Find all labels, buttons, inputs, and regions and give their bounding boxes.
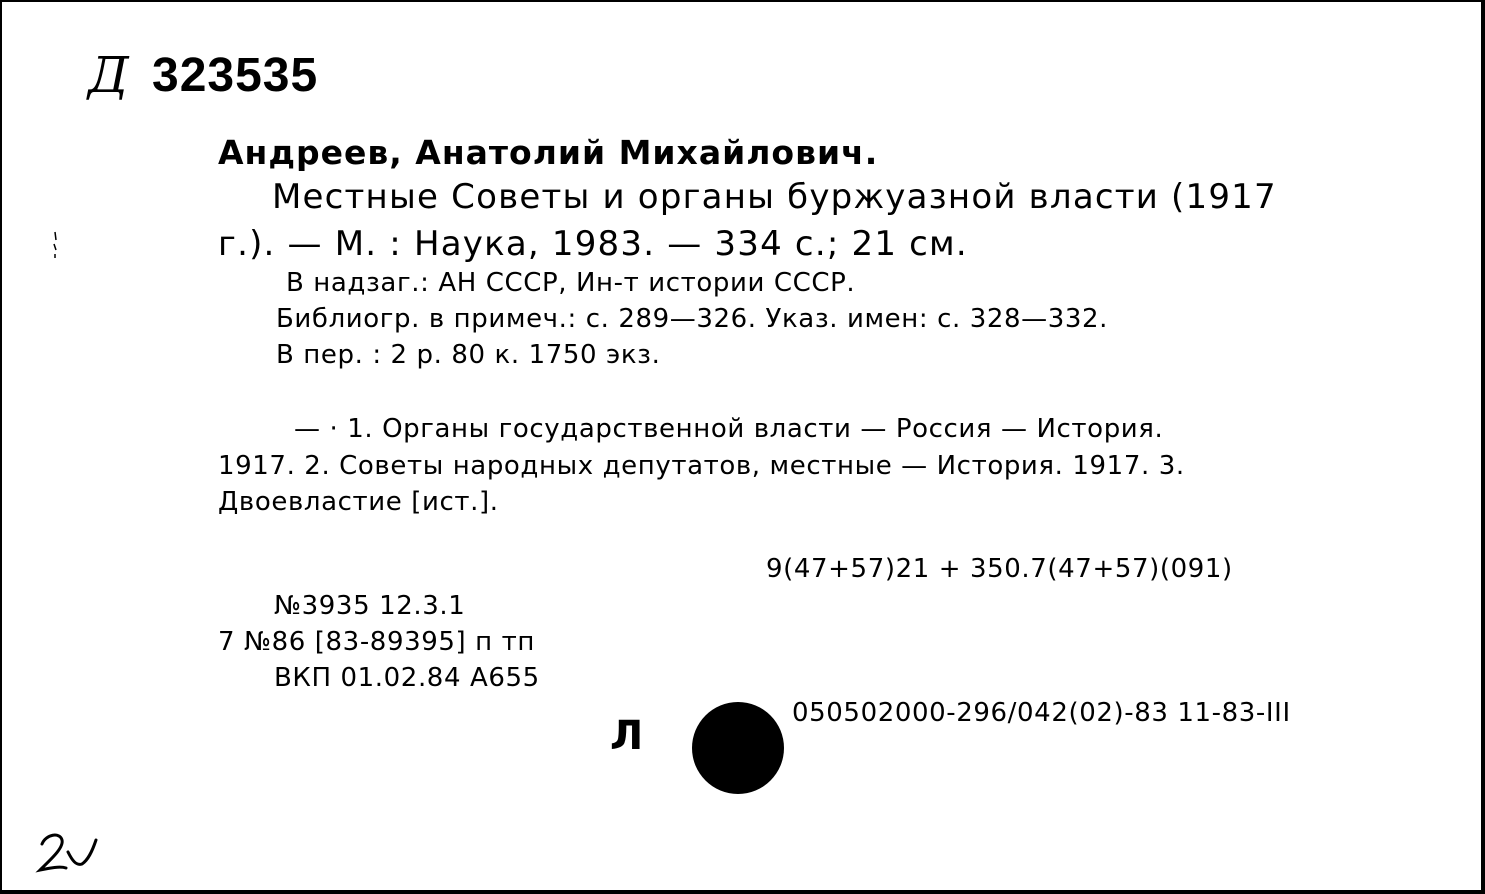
catalog-number-2: 7 №86 [83-89395] п тп: [218, 627, 535, 657]
author-heading: Андреев, Анатолий Михайлович.: [218, 133, 879, 172]
classification-index: 9(47+57)21 + 350.7(47+57)(091): [766, 554, 1233, 584]
subjects-line-3: Двоевластие [ист.].: [218, 487, 499, 517]
subjects-line-2: 1917. 2. Советы народных депутатов, местные — История. 1917. 3.: [218, 451, 1185, 481]
subjects-line-1: — · 1. Органы государственной власти — Россия — История.: [294, 414, 1164, 444]
title-line-1: Местные Советы и органы буржуазной власти (1917: [272, 177, 1277, 217]
margin-mark-icon: [52, 230, 58, 260]
note-line-1: В надзаг.: АН СССР, Ин-т истории СССР.: [286, 268, 856, 298]
note-line-3: В пер. : 2 р. 80 к. 1750 экз.: [276, 340, 661, 370]
letter-mark: Л: [610, 713, 644, 759]
isbn-line: 050502000-296/042(02)-83 11-83-III: [792, 698, 1291, 728]
call-prefix: Д: [88, 46, 129, 104]
handwritten-mark: [32, 830, 102, 878]
title-line-2: г.). — М. : Наука, 1983. — 334 с.; 21 см.: [218, 224, 968, 264]
punch-hole-dot: [692, 702, 784, 794]
note-line-2: Библиогр. в примеч.: с. 289—326. Указ. имен: с. 328—332.: [276, 304, 1109, 334]
catalog-number-1: №3935 12.3.1: [274, 591, 466, 621]
catalog-number-3: ВКП 01.02.84 А655: [274, 663, 540, 693]
call-number: 323535: [152, 49, 319, 102]
